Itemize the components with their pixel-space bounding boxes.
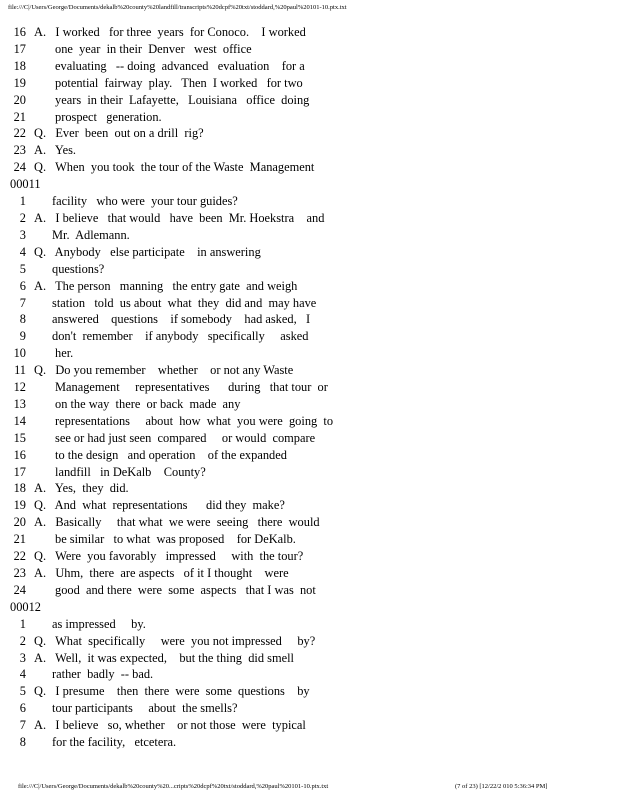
line-text: A. Yes, they did. [34,481,129,496]
line-text: questions? [52,261,105,276]
line-number: 1 [19,194,26,209]
line-text: station told us about what they did and may have [52,295,317,310]
file-path-header: file:///C|/Users/George/Documents/dekalb%20county%20landfill/transcripts%20dcpf%20txt/stoddard,%20paul%20101-10.ptx.txt [8,4,347,11]
line-number: 14 [13,413,26,428]
page-marker [0,176,618,193]
transcript-line [0,227,618,244]
transcript-line [0,41,618,58]
line-number: 19 [13,75,26,90]
line-text: years in their Lafayette, Louisiana office doing [55,92,310,107]
line-text: Q. Anybody else participate in answering [34,244,261,259]
transcript-line [0,362,618,379]
line-text: as impressed by. [52,616,146,631]
line-number: 21 [13,109,26,124]
transcript-line [0,278,618,295]
line-text: Q. And what representations did they make? [34,498,285,513]
line-number: 15 [13,430,26,445]
transcript-line [0,616,618,633]
line-text: good and there were some aspects that I was not [55,582,316,597]
transcript-line [0,650,618,667]
transcript-line [0,480,618,497]
line-number: 12 [13,380,26,395]
transcript-line [0,430,618,447]
line-text: A. Yes. [34,143,77,158]
line-text: Mr. Adlemann. [52,227,130,242]
line-text: prospect generation. [55,109,162,124]
line-number: 6 [19,701,26,716]
line-number: 18 [13,58,26,73]
line-text: A. The person manning the entry gate and weigh [34,278,298,293]
line-number: 1 [19,616,26,631]
line-number: 10 [13,346,26,361]
transcript-line [0,295,618,312]
line-number: 8 [19,735,26,750]
line-number: 2 [19,210,26,225]
page-marker [0,599,618,616]
transcript-line [0,125,618,142]
line-number: 5 [19,261,26,276]
line-number: 11 [14,363,26,378]
line-number: 24 [13,582,26,597]
line-number: 8 [19,312,26,327]
line-text: tour participants about the smells? [52,701,238,716]
transcript-line [0,396,618,413]
transcript-line [0,109,618,126]
transcript-line [0,447,618,464]
line-text: A. I worked for three years for Conoco. I worked [34,25,306,39]
transcript-line [0,261,618,278]
line-text: be similar to what was proposed for DeKalb. [55,532,296,547]
line-number: 6 [19,278,26,293]
transcript-body [0,24,618,751]
line-text: answered questions if somebody had asked, I [52,312,311,327]
transcript-line [0,345,618,362]
transcript-line [0,633,618,650]
line-number: 22 [13,549,26,564]
line-text: Q. Were you favorably impressed with the tour? [34,549,304,564]
transcript-line [0,244,618,261]
line-text: don't remember if anybody specifically asked [52,329,309,344]
line-number: 7 [19,718,26,733]
line-text: her. [55,346,74,361]
line-text: potential fairway play. Then I worked for two [55,75,303,90]
line-text: A. Uhm, there are aspects of it I thought were [34,566,289,580]
transcript-line [0,413,618,430]
line-text: A. I believe that would have been Mr. Hoekstra and [34,210,325,225]
transcript-line [0,734,618,751]
line-text: A. Well, it was expected, but the thing did smell [34,650,294,665]
line-text: Q. What specifically were you not impressed by? [34,633,316,648]
line-text: Q. Do you remember whether or not any Waste [34,363,294,378]
line-number: 22 [13,126,26,141]
transcript-line [0,497,618,514]
transcript-line [0,582,618,599]
transcript-line [0,210,618,227]
line-number: 16 [13,25,26,39]
footer-file-path: file:///C|/Users/George/Documents/dekalb%20county%20...cripts%20dcpf%20txt/stoddard,%20paul%20101-10.ptx.txt [18,783,329,790]
line-text: see or had just seen compared or would compare [55,430,316,445]
transcript-line [0,717,618,734]
line-number: 19 [13,498,26,513]
transcript-line [0,193,618,210]
footer-page-info: (7 of 23) [12/22/2 010 5:36:34 PM] [455,783,548,790]
line-number: 21 [13,532,26,547]
transcript-line [0,666,618,683]
line-number: 4 [19,667,26,682]
line-number: 18 [13,481,26,496]
transcript-line [0,683,618,700]
transcript-line [0,92,618,109]
transcript-line [0,514,618,531]
transcript-line [0,328,618,345]
transcript-line [0,142,618,159]
line-text: evaluating -- doing advanced evaluation for a [55,58,305,73]
transcript-line [0,311,618,328]
line-number: 20 [13,92,26,107]
transcript-line [0,700,618,717]
transcript-line [0,565,618,582]
line-number: 20 [13,515,26,530]
line-number: 3 [19,227,26,242]
transcript-line [0,24,618,41]
line-text: Management representatives during that tour or [55,380,328,395]
transcript-line [0,548,618,565]
line-number: 9 [19,329,26,344]
line-text: representations about how what you were going to [55,413,334,428]
line-number: 23 [13,566,26,580]
line-number: 17 [13,464,26,479]
transcript-line [0,75,618,92]
transcript-line [0,531,618,548]
line-text: facility who were your tour guides? [52,194,238,209]
line-number: 4 [19,244,26,259]
line-text: rather badly -- bad. [52,667,154,682]
line-text: landfill in DeKalb County? [55,464,206,479]
transcript-line [0,379,618,396]
line-text: A. I believe so, whether or not those were typical [34,718,306,733]
line-number: 13 [13,396,26,411]
line-text: Q. I presume then there were some questions by [34,684,310,699]
page-number: 00011 [10,177,41,192]
line-text: one year in their Denver west office [55,41,252,56]
line-text: Q. Ever been out on a drill rig? [34,126,204,141]
line-text: to the design and operation of the expanded [55,447,287,462]
line-number: 2 [19,633,26,648]
line-text: Q. When you took the tour of the Waste Management [34,160,315,175]
transcript-line [0,464,618,481]
line-number: 3 [19,650,26,665]
line-text: for the facility, etcetera. [52,735,177,750]
line-number: 16 [13,447,26,462]
page-number: 00012 [10,599,41,614]
transcript-line [0,58,618,75]
line-text: on the way there or back made any [55,396,241,411]
line-number: 5 [19,684,26,699]
line-number: 7 [19,295,26,310]
line-number: 24 [13,160,26,175]
line-number: 23 [13,143,26,158]
line-number: 17 [13,41,26,56]
transcript-line [0,159,618,176]
line-text: A. Basically that what we were seeing there would [34,515,320,530]
